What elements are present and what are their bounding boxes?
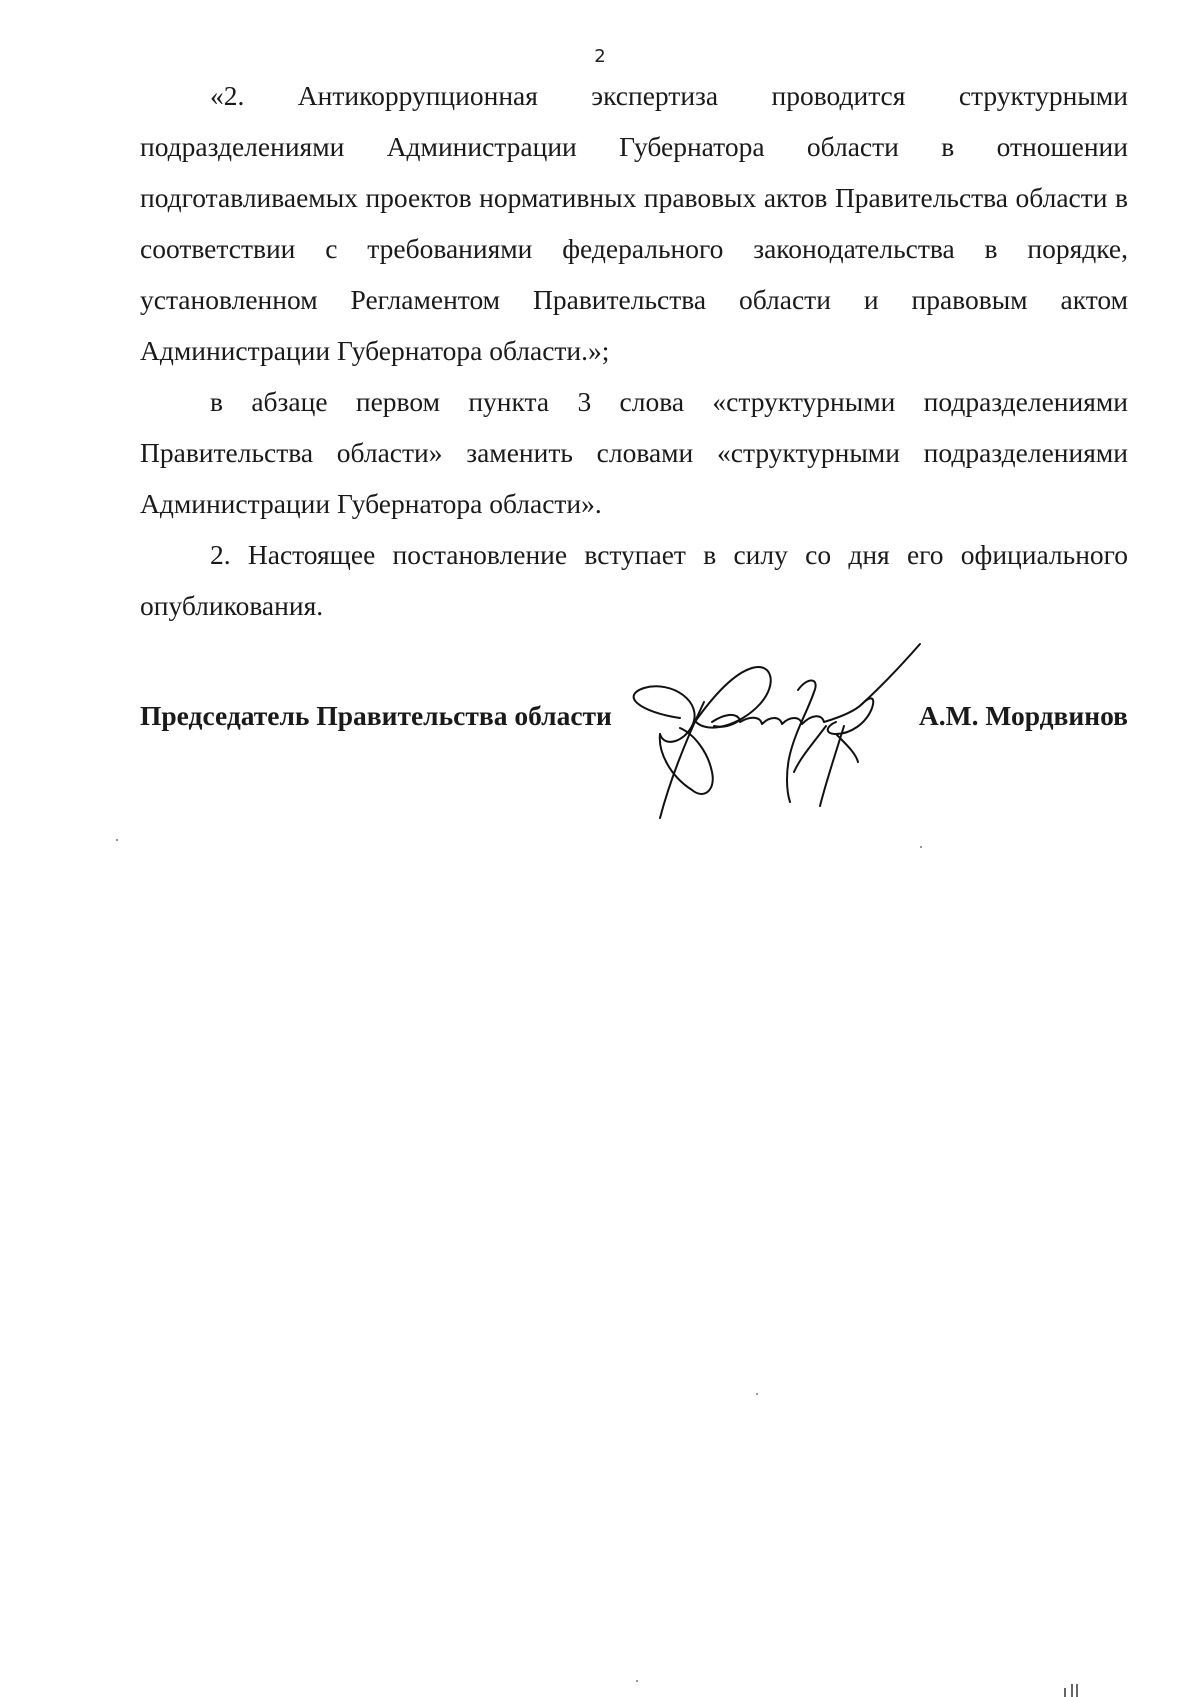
paragraph-amendment-text: «2. Антикоррупционная экспертиза проводится структурными подразделениями Администрации Губернатора области в отношении подготавливаемых проектов нормативных правовых актов Правительства области в соответствии с требованиями федерального законодательства в порядке, установленном Регламентом Правительства области и правовым актом Администрации Губернатора области.»; <box>140 80 1128 366</box>
paragraph-effective-date: 2. Настоящее постановление вступает в силу со дня его официального опубликования. <box>140 539 1128 621</box>
scan-edge-marks <box>1062 1682 1082 1697</box>
paragraph-amendment-item-3: в абзаце первом пункта 3 слова «структурными подразделениями Правительства области» заменить словами «структурными подразделениями Администрации Губернатора области». <box>140 386 1128 519</box>
scan-speck <box>756 1393 758 1395</box>
document-body <box>140 70 1128 631</box>
scan-speck <box>920 846 922 848</box>
page-number: 2 <box>594 46 606 67</box>
scan-speck <box>116 839 118 841</box>
signatory-position: Председатель Правительства области <box>140 700 612 731</box>
scan-speck <box>636 1680 638 1682</box>
signatory-name: А.М. Мордвинов <box>918 700 1128 731</box>
handwritten-signature-icon <box>600 630 960 830</box>
